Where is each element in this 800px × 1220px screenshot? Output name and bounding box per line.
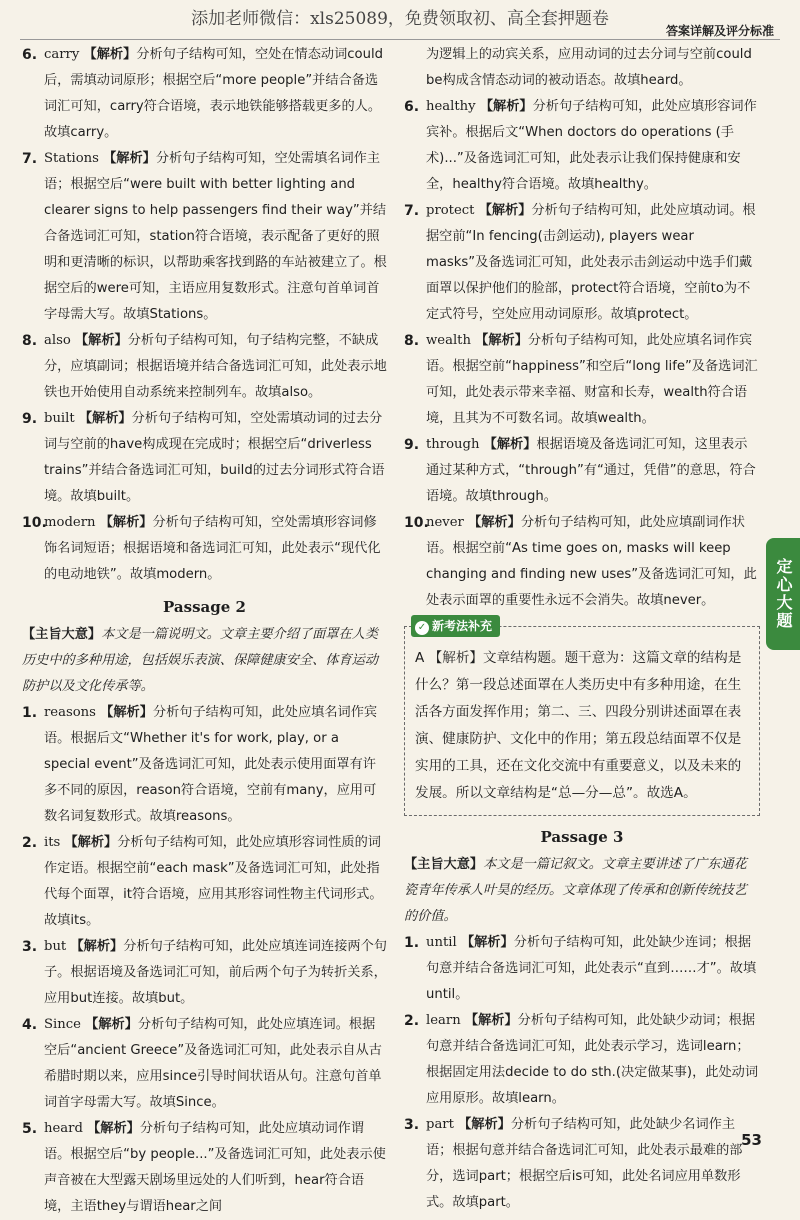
answer-key: but	[44, 939, 67, 954]
item-number: 8.	[22, 333, 38, 349]
item-number: 6.	[404, 99, 420, 115]
passage2-summary	[22, 622, 387, 700]
answer-item	[404, 94, 760, 198]
item-number: 1.	[404, 935, 420, 951]
item-number: 3.	[22, 939, 38, 955]
analysis-tag: 【解析】	[460, 935, 514, 950]
answer-key: built	[44, 411, 75, 426]
new-question-text	[415, 645, 749, 807]
analysis-text: 分析句子结构可知，空处需填形容词修饰名词短语；根据语境和备选词汇可知，此处表示“现代化的电动地铁”。故填modern。	[44, 515, 381, 582]
answer-key: reasons	[44, 705, 96, 720]
summary-label: 【主旨大意】	[22, 627, 102, 642]
passage3-summary	[404, 852, 760, 930]
item-number: 6.	[22, 47, 38, 63]
item-number: 5.	[22, 1121, 38, 1137]
analysis-text: 分析句子结构可知，此处缺少名词作主语；根据句意并结合备选词汇可知，此处表示最难的部分，选词part；根据空后is可知，此处名词应用单数形式。故填part。	[426, 1117, 743, 1210]
continued-text: 为逻辑上的动宾关系，应用动词的过去分词与空前could be构成含情态动词的被动语态。故填heard。	[426, 47, 752, 88]
answer-item	[22, 328, 387, 406]
item-number: 7.	[404, 203, 420, 219]
watermark-banner: 添加老师微信：xls25089，免费领取初、高全套押题卷	[191, 9, 609, 29]
answer-key: learn	[426, 1013, 461, 1028]
analysis-text: 分析句子结构可知，空处需填名词作主语；根据空后“were built with better lighting and clearer signs to help passengers find their way”并结合备选词汇可知，station符合语境，表示配备了更好的照明和更清晰的标识，以帮助乘客找到路的车站被建立了。根据空后的were可知，主语应用复数形式。注意句首单词首字母需大写。故填Stations。	[44, 151, 387, 322]
analysis-tag: 【解析】	[464, 1013, 518, 1028]
analysis-tag: 【解析】	[83, 47, 137, 62]
analysis-text: 分析句子结构可知，此处应填连词。根据空后“ancient Greece”及备选词汇可知，此处表示自从古希腊时期以来，应用since引导时间状语从句。注意句首单词首字母需大写。故填Since。	[44, 1017, 382, 1110]
analysis-tag: 【解析】	[479, 99, 533, 114]
item-number: 7.	[22, 151, 38, 167]
analysis-text: 根据语境及备选词汇可知，这里表示通过某种方式，“through”有“通过，凭借”的意思，符合语境。故填through。	[426, 437, 756, 504]
analysis-text: 分析句子结构可知，此处应填名词作宾语。根据后文“Whether it's for work, play, or a special event”及备选词汇可知，此处表示使用面罩有许多不同的原因，reason符合语境，空前有many，应用可数名词复数形式。故填reasons。	[44, 705, 378, 824]
right-answer-list	[404, 94, 760, 614]
answer-item	[22, 830, 387, 934]
item-number: 1.	[22, 705, 38, 721]
answer-item	[22, 406, 387, 510]
analysis-tag: 【解析】	[75, 333, 128, 348]
answer-item	[404, 432, 760, 510]
summary-label: 【主旨大意】	[404, 857, 484, 872]
analysis-text: 分析句子结构可知，句子结构完整，不缺成分，应填副词；根据语境并结合备选词汇可知，此处表示地铁也开始使用自动系统来控制列车。故填also。	[44, 333, 387, 400]
item-number: 9.	[404, 437, 420, 453]
item-number: 9.	[22, 411, 38, 427]
analysis-text: 分析句子结构可知，空处在情态动词could后，需填动词原形；根据空后“more people”并结合备选词汇可知，carry符合语境，表示地铁能够搭载更多的人。故填carry。	[44, 47, 383, 140]
analysis-tag: 【解析】	[468, 515, 521, 530]
analysis-tag: 【解析】	[458, 1117, 511, 1132]
answer-item	[22, 146, 387, 328]
analysis-text: 文章结构题。题干意为：这篇文章的结构是什么？第一段总述面罩在人类历史中有多种用途，在生活各方面发挥作用；第二、三、四段分别讲述面罩在表演、健康防护、文化中的作用；第五段总结面罩不仅是实用的工具，还在文化交流中有重要意义，以及未来的发展。所以文章结构是“总—分—总”。故选A。	[415, 650, 742, 801]
answer-key: wealth	[426, 333, 471, 348]
item-number: 2.	[404, 1013, 420, 1029]
analysis-text: 分析句子结构可知，空处需填动词的过去分词与空前的have构成现在完成时；根据空后“driverless trains”并结合备选词汇可知，build的过去分词形式符合语境。故填built。	[44, 411, 385, 504]
answer-key: part	[426, 1117, 454, 1132]
passage3-answer-list	[404, 930, 760, 1216]
analysis-tag: 【解析】	[478, 203, 532, 218]
analysis-text: 分析句子结构可知，此处应填形容词作宾补。根据后文“When doctors do operations (手术)...”及备选词汇可知，此处表示让我们保持健康和安全，healthy符合语境。故填healthy。	[426, 99, 757, 192]
answer-key: its	[44, 835, 61, 850]
answer-item	[404, 328, 760, 432]
left-column	[22, 42, 387, 1220]
answer-key: also	[44, 333, 71, 348]
section-side-tab: 定心大题	[766, 538, 800, 650]
analysis-text: 分析句子结构可知，此处缺少连词；根据句意并结合备选词汇可知，此处表示“直到……才”。故填until。	[426, 935, 757, 1002]
analysis-text: 分析句子结构可知，此处应填副词作状语。根据空前“As time goes on, masks will keep changing and finding new uses”及备选词汇可知，此处表示面罩的重要性永远不会消失。故填never。	[426, 515, 757, 608]
answer-item	[404, 510, 760, 614]
check-icon: ✓	[415, 621, 429, 635]
analysis-tag: 【解析】	[483, 437, 537, 452]
item-number: 10.	[404, 515, 429, 531]
answer-key: until	[426, 935, 457, 950]
answer-item	[404, 930, 760, 1008]
summary-text: 本文是一篇说明文。文章主要介绍了面罩在人类历史中的多种用途，包括娱乐表演、保障健康安全、体育运动防护以及文化传承等。	[22, 627, 379, 694]
answer-item	[22, 510, 387, 588]
right-column	[404, 42, 760, 1216]
passage2-answer-list	[22, 700, 387, 1220]
passage2-title: Passage 2	[163, 598, 246, 616]
analysis-text: 分析句子结构可知，此处应填名词作宾语。根据空前“happiness”和空后“long life”及备选词汇可知，此处表示带来幸福、财富和长寿，wealth符合语境，且其为不可数名词。故填wealth。	[426, 333, 758, 426]
answer-item	[22, 1012, 387, 1116]
answer-key: never	[426, 515, 464, 530]
analysis-text: 分析句子结构可知，此处应填形容词性质的词作定语。根据空前“each mask”及备选词汇可知，此处指代每个面罩，it符合语境，应用其形容词性物主代词形式。故填its。	[44, 835, 383, 928]
item-number: 3.	[404, 1117, 420, 1133]
item-number: 4.	[22, 1017, 38, 1033]
answer-item	[404, 1112, 760, 1216]
summary-text: 本文是一篇记叙文。文章主要讲述了广东通花瓷青年传承人叶昊的经历。文章体现了传承和创新传统技艺的价值。	[404, 857, 747, 924]
header-divider	[20, 39, 780, 40]
page-number: 53	[741, 1131, 762, 1149]
answer-key: carry	[44, 47, 80, 62]
analysis-tag: 【解析】	[428, 650, 484, 666]
answer-item	[22, 700, 387, 830]
answer-key: through	[426, 437, 480, 452]
analysis-text: 分析句子结构可知，此处应填连词连接两个句子。根据语境及备选词汇可知，前后两个句子为转折关系，应用but连接。故填but。	[44, 939, 387, 1006]
analysis-tag: 【解析】	[100, 705, 153, 720]
new-question-badge	[411, 615, 500, 637]
answer-item	[22, 1116, 387, 1220]
item-number: 10.	[22, 515, 47, 531]
answer-key: heard	[44, 1121, 83, 1136]
answer-key: A	[415, 650, 425, 666]
analysis-text: 分析句子结构可知，此处应填动词作谓语。根据空后“by people...”及备选词汇可知，此处表示使声音被在大型露天剧场里远处的人们听到，hear符合语境，主语they与谓语hear之间	[44, 1121, 386, 1214]
passage3-title: Passage 3	[540, 828, 624, 846]
analysis-tag: 【解析】	[78, 411, 132, 426]
analysis-tag: 【解析】	[87, 1121, 140, 1136]
analysis-tag: 【解析】	[85, 1017, 138, 1032]
item-number: 2.	[22, 835, 38, 851]
new-question-box	[404, 619, 760, 816]
analysis-tag: 【解析】	[99, 515, 153, 530]
item-number: 8.	[404, 333, 420, 349]
answer-key: modern	[44, 515, 96, 530]
badge-label: 新考法补充	[432, 619, 493, 633]
answer-item	[404, 1008, 760, 1112]
answer-key: Stations	[44, 151, 99, 166]
analysis-tag: 【解析】	[70, 939, 124, 954]
page-header-title: 答案详解及评分标准	[665, 24, 774, 38]
left-answer-list	[22, 42, 387, 588]
analysis-text: 分析句子结构可知，此处缺少动词；根据句意并结合备选词汇可知，此处表示学习，选词learn；根据固定用法decide to do sth.(决定做某事)，此处动词应用原形。故填learn。	[426, 1013, 759, 1106]
answer-item	[404, 198, 760, 328]
answer-key: Since	[44, 1017, 81, 1032]
analysis-tag: 【解析】	[103, 151, 156, 166]
answer-item	[22, 42, 387, 146]
analysis-tag: 【解析】	[475, 333, 528, 348]
analysis-tag: 【解析】	[64, 835, 118, 850]
answer-item	[22, 934, 387, 1012]
answer-key: healthy	[426, 99, 476, 114]
analysis-text: 分析句子结构可知，此处应填动词。根据空前“In fencing(击剑运动), players wear masks”及备选词汇可知，此处表示击剑运动中选手们戴面罩以保护他们的脸部，protect符合语境，空前to为不定式符号，空处应用动词原形。故填protect。	[426, 203, 756, 322]
answer-key: protect	[426, 203, 475, 218]
